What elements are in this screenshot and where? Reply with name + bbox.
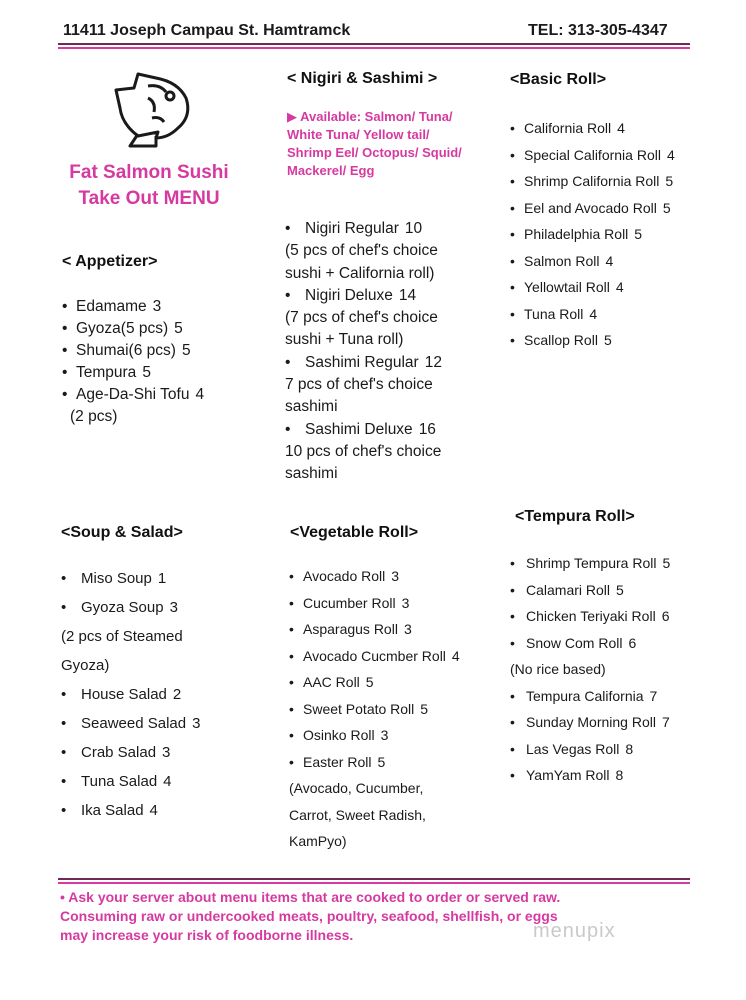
menu-item: • Shrimp California Roll 5	[510, 168, 675, 195]
menu-item-note: (No rice based)	[510, 661, 606, 677]
footer-rule-top	[58, 878, 690, 880]
nigiri-list	[285, 218, 442, 486]
menu-item: • Seaweed Salad 3	[61, 709, 200, 738]
restaurant-address: 11411 Joseph Campau St. Hamtramck	[63, 22, 351, 39]
menu-item: • YamYam Roll 8	[510, 762, 670, 789]
brand-subtitle: Take Out MENU	[78, 188, 220, 209]
section-title-basic-roll: <Basic Roll>	[510, 71, 607, 88]
menu-item-desc: sushi + Tuna roll)	[285, 331, 404, 349]
header-rule-bottom	[58, 47, 690, 49]
menu-item: • Miso Soup 1	[61, 564, 200, 593]
menu-item: • Crab Salad 3	[61, 738, 200, 767]
section-title-nigiri-sashimi: < Nigiri & Sashimi >	[287, 70, 438, 87]
section-title-vegetable-roll: <Vegetable Roll>	[290, 524, 419, 541]
menu-item-desc: (7 pcs of chef's choice	[285, 309, 438, 327]
notice-line: • Ask your server about menu items that are cooked to order or served raw.	[60, 889, 561, 905]
section-title-appetizer: < Appetizer>	[62, 253, 158, 270]
menu-item: • Nigiri Regular 10	[285, 218, 442, 240]
menu-item: • House Salad 2	[61, 680, 200, 709]
brand-name: Fat Salmon Sushi	[69, 162, 229, 183]
menu-item: • Tuna Roll 4	[510, 301, 675, 328]
menu-item-desc: 10 pcs of chef's choice	[285, 442, 442, 460]
tempura-roll-list	[510, 550, 670, 789]
menu-item: • Shrimp Tempura Roll 5	[510, 550, 670, 577]
section-title-tempura-roll: <Tempura Roll>	[515, 508, 635, 525]
menu-item-desc: sashimi	[285, 398, 338, 416]
header-rule-top	[58, 43, 690, 45]
menu-item-desc: sashimi	[285, 465, 338, 483]
menu-item-note: (2 pcs of Steamed	[61, 628, 183, 645]
menu-item: • Gyoza(5 pcs) 5	[62, 318, 204, 340]
fish-icon	[108, 72, 192, 148]
menu-item: • Special California Roll 4	[510, 142, 675, 169]
menu-item-desc: sushi + California roll)	[285, 264, 435, 282]
watermark: menupix	[533, 920, 616, 942]
menu-item: • Sweet Potato Roll 5	[289, 696, 460, 723]
menu-item: • Ika Salad 4	[61, 796, 200, 825]
menu-item-note: Gyoza)	[61, 657, 110, 674]
menu-item: • Avocado Roll 3	[289, 563, 460, 590]
menu-item: • Salmon Roll 4	[510, 248, 675, 275]
footer-rule-bottom	[58, 882, 690, 884]
vegetable-roll-list	[289, 563, 460, 855]
soup-salad-list	[61, 564, 200, 825]
menu-item: • Easter Roll 5	[289, 749, 460, 776]
menu-item: • Age-Da-Shi Tofu 4	[62, 384, 204, 406]
menu-item: • Las Vegas Roll 8	[510, 736, 670, 763]
menu-item: • Chicken Teriyaki Roll 6	[510, 603, 670, 630]
menu-item: • Yellowtail Roll 4	[510, 274, 675, 301]
menu-item: • Asparagus Roll 3	[289, 616, 460, 643]
restaurant-phone: TEL: 313-305-4347	[528, 22, 668, 39]
menu-item-note: Carrot, Sweet Radish,	[289, 806, 426, 823]
menu-item: • AAC Roll 5	[289, 669, 460, 696]
menu-item: • Eel and Avocado Roll 5	[510, 195, 675, 222]
menu-item: • Tempura California 7	[510, 683, 670, 710]
menu-item-desc: 7 pcs of chef's choice	[285, 376, 433, 394]
menu-item: • Sashimi Regular 12	[285, 352, 442, 374]
notice-line: may increase your risk of foodborne illness.	[60, 927, 354, 943]
menu-item: • Osinko Roll 3	[289, 722, 460, 749]
menu-item: • Tuna Salad 4	[61, 767, 200, 796]
menu-item: • Cucumber Roll 3	[289, 590, 460, 617]
notice-line: Consuming raw or undercooked meats, poultry, seafood, shellfish, or eggs	[60, 908, 558, 924]
menu-item: • Sunday Morning Roll 7	[510, 709, 670, 736]
nigiri-availability-note: ▶ Available: Salmon/ Tuna/ White Tuna/ Yellow tail/ Shrimp Eel/ Octopus/ Squid/ Mackerel/ Egg	[287, 109, 462, 178]
menu-item: • Edamame 3	[62, 296, 204, 318]
menu-item-note: KamPyo)	[289, 833, 347, 849]
section-title-soup-salad: <Soup & Salad>	[61, 524, 183, 541]
menu-item: • Tempura 5	[62, 362, 204, 384]
menu-item: • Sashimi Deluxe 16	[285, 419, 442, 441]
menu-item: • Gyoza Soup 3	[61, 593, 200, 622]
menu-item-note: (Avocado, Cucumber,	[289, 780, 424, 796]
menu-item: • Nigiri Deluxe 14	[285, 285, 442, 307]
menu-item: • Avocado Cucmber Roll 4	[289, 643, 460, 670]
menu-item: • Snow Com Roll 6	[510, 630, 670, 657]
menu-item-desc: (5 pcs of chef's choice	[285, 242, 438, 260]
menu-item: • Shumai(6 pcs) 5	[62, 340, 204, 362]
menu-item: • California Roll 4	[510, 115, 675, 142]
appetizer-list	[62, 296, 204, 428]
menu-item: • Philadelphia Roll 5	[510, 221, 675, 248]
menu-item-note: (2 pcs)	[70, 408, 118, 425]
menu-item: • Calamari Roll 5	[510, 577, 670, 604]
menu-item: • Scallop Roll 5	[510, 327, 675, 354]
basic-roll-list	[510, 115, 675, 354]
